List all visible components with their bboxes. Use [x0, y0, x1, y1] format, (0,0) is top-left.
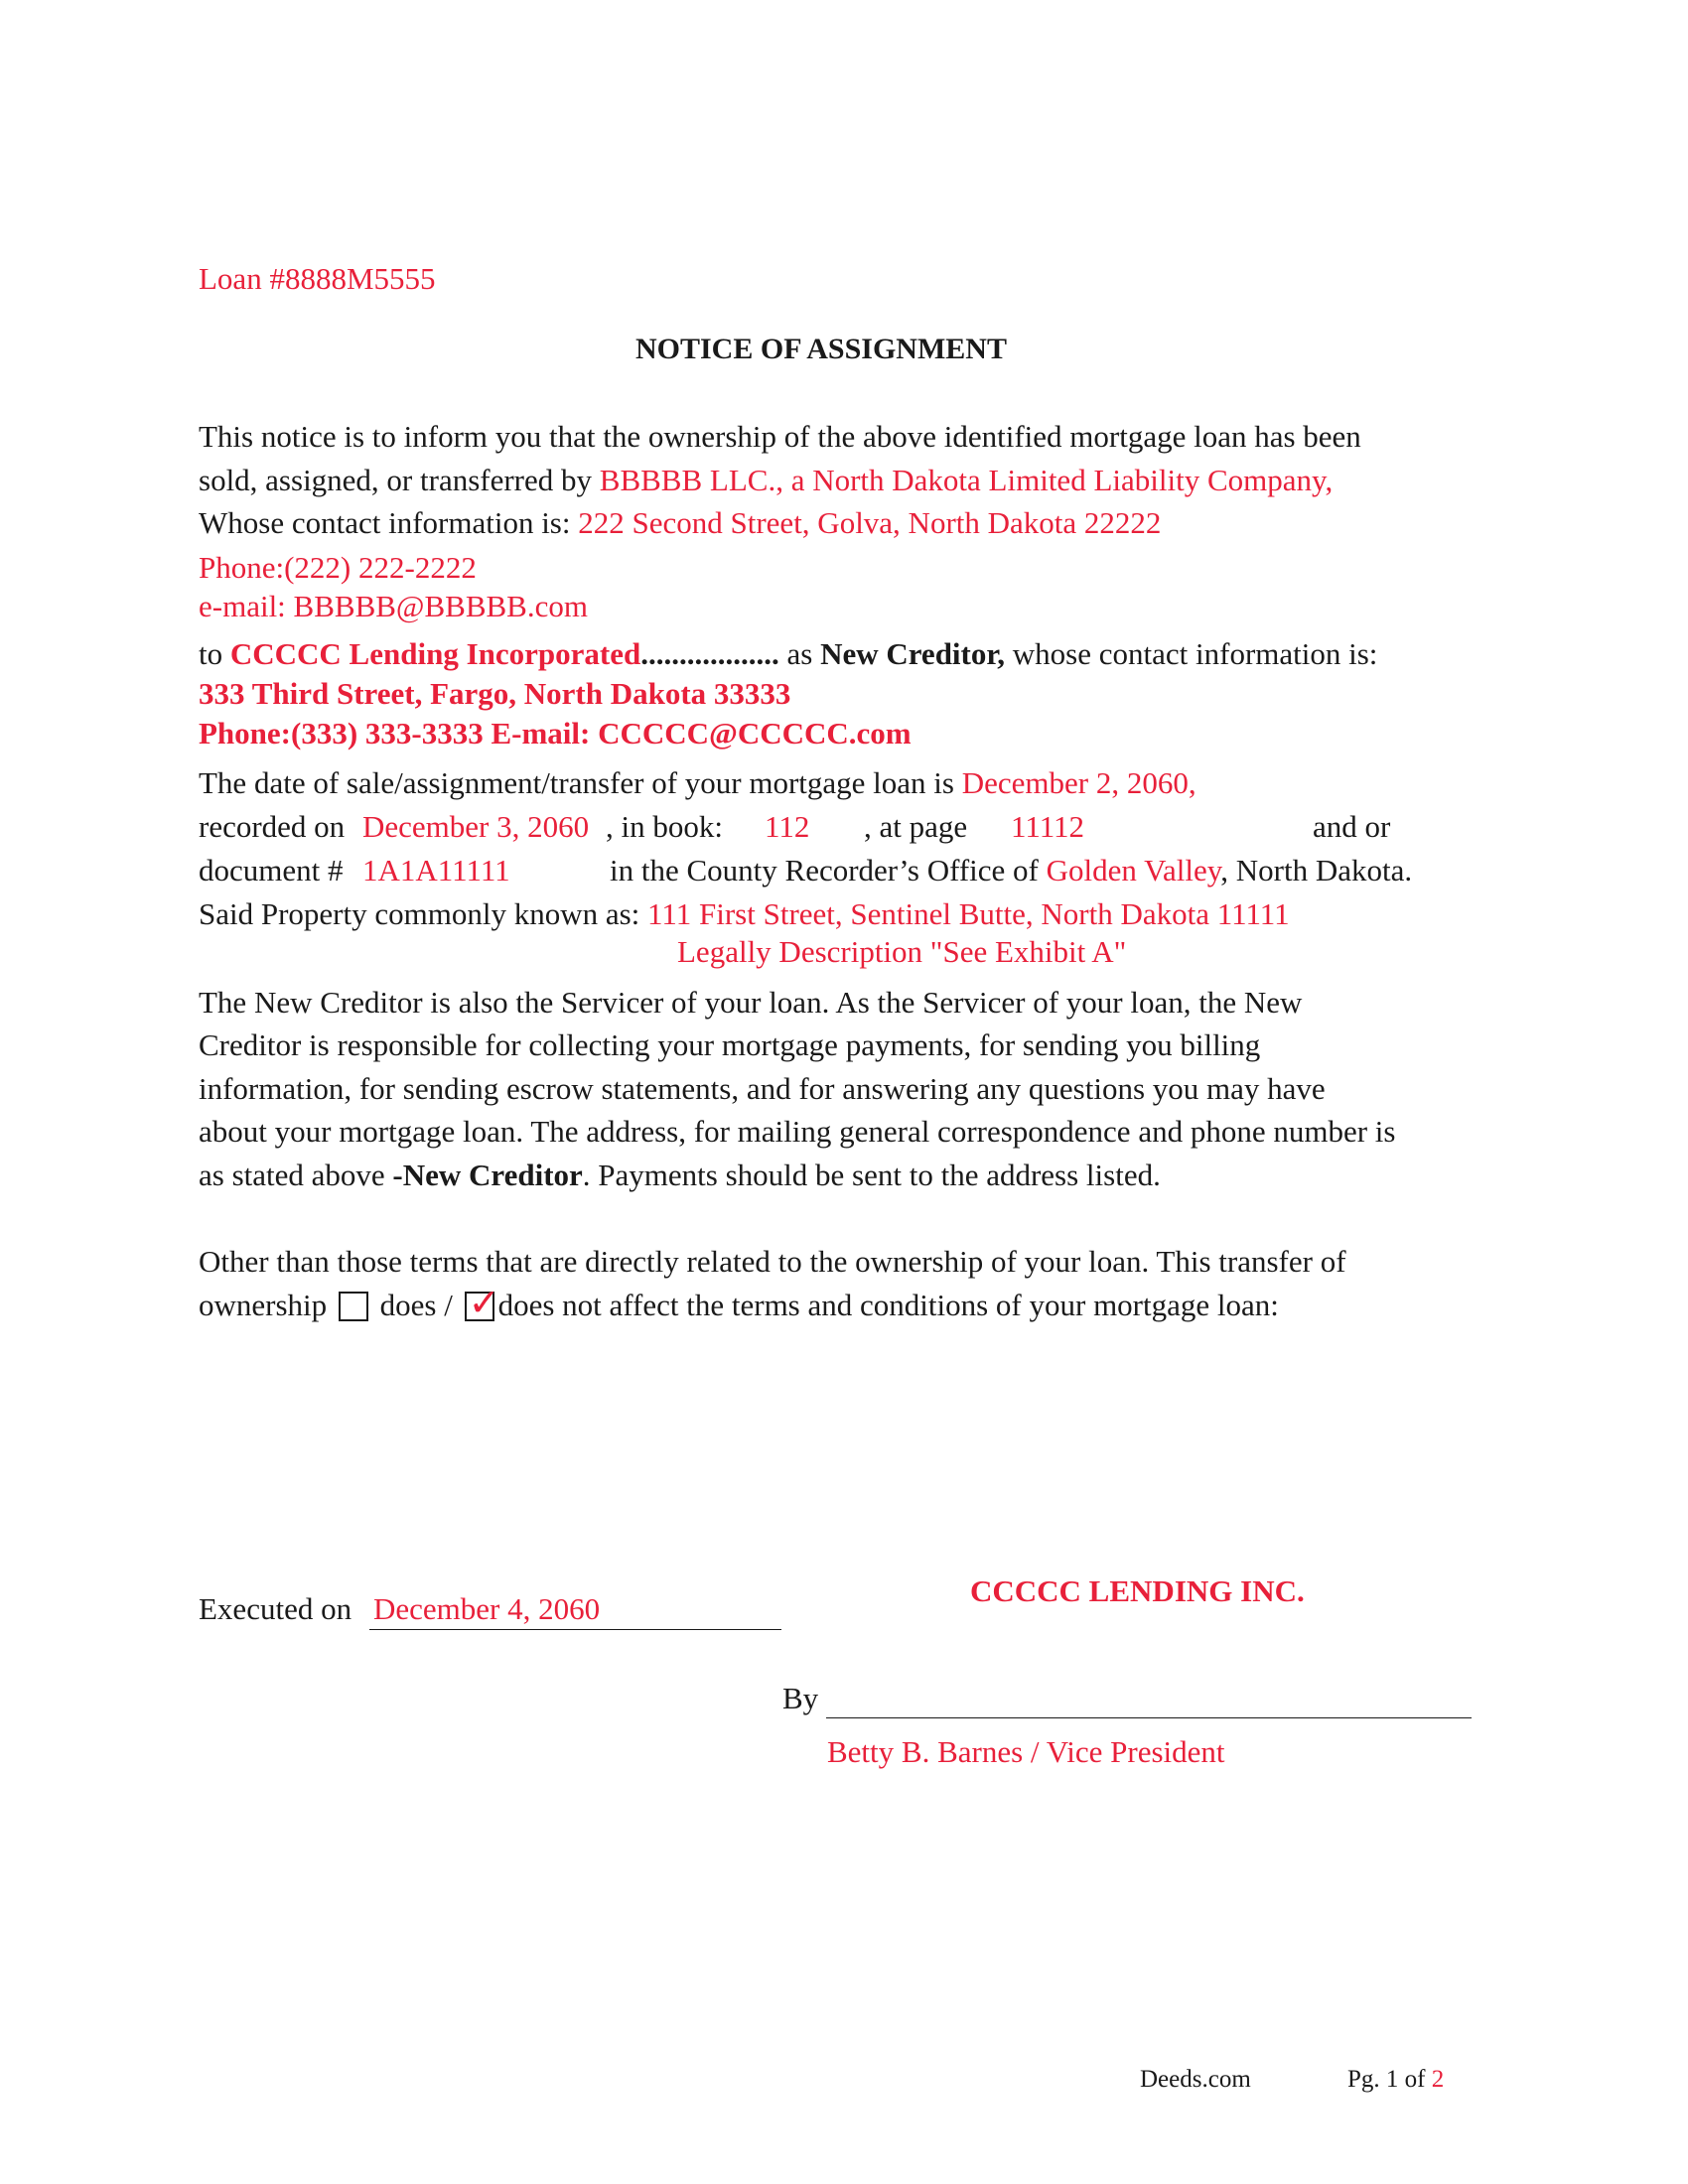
servicer-last-suffix: . Payments should be sent to the address listed. — [582, 1158, 1161, 1192]
new-creditor-phone-email: Phone:(333) 333-3333 E-mail: CCCCC@CCCCC.com — [199, 716, 912, 751]
sale-date-label: The date of sale/assignment/transfer of your mortgage loan is — [199, 765, 954, 800]
ownership-label: ownership — [199, 1288, 328, 1322]
new-creditor-line — [199, 635, 1377, 672]
dots-leader: .................. — [640, 636, 779, 671]
does-not-label: does not affect the terms and conditions of your mortgage loan: — [497, 1288, 1279, 1322]
intro-line-2 — [199, 462, 1333, 498]
other-terms-line: Other than those terms that are directly related to the ownership of your loan. This transfer of — [199, 1244, 1346, 1279]
book-number: 112 — [765, 809, 810, 844]
signer-name: Betty B. Barnes / Vice President — [827, 1734, 1225, 1769]
in-book-label: , in book: — [606, 809, 723, 844]
new-creditor-address: 333 Third Street, Fargo, North Dakota 33333 — [199, 676, 791, 711]
county-line — [610, 852, 1412, 888]
as-label: as — [786, 636, 813, 671]
and-or-label: and or — [1313, 809, 1391, 844]
whose-contact-label: whose contact information is: — [1012, 636, 1378, 671]
footer-site: Deeds.com — [1140, 2066, 1251, 2093]
servicer-last-prefix: as stated above — [199, 1158, 393, 1192]
to-label: to — [199, 636, 223, 671]
assignor-email: e-mail: BBBBB@BBBBB.com — [199, 589, 588, 623]
checkmark-icon: ✓ — [468, 1281, 500, 1324]
company-signature: CCCCC LENDING INC. — [970, 1573, 1305, 1608]
loan-number: Loan #8888M5555 — [199, 261, 436, 296]
intro-line-2-prefix: sold, assigned, or transferred by — [199, 463, 593, 497]
document-label: document # — [199, 853, 344, 887]
by-label: By — [782, 1681, 819, 1715]
servicer-line-2: Creditor is responsible for collecting your mortgage payments, for sending you billing — [199, 1027, 1261, 1062]
footer-page-prefix: Pg. 1 of — [1347, 2066, 1426, 2093]
intro-line-1: This notice is to inform you that the ownership of the above identified mortgage loan has been — [199, 419, 1361, 454]
assignor-phone: Phone:(222) 222-2222 — [199, 550, 477, 585]
sale-date: December 2, 2060, — [961, 765, 1196, 800]
executed-date: December 4, 2060 — [373, 1591, 601, 1626]
county-name: Golden Valley — [1046, 853, 1221, 887]
state-suffix: , North Dakota. — [1220, 853, 1413, 887]
does-not-checkbox[interactable] — [465, 1281, 500, 1324]
new-creditor-name: CCCCC Lending Incorporated — [229, 636, 641, 671]
sale-date-line — [199, 764, 1196, 801]
servicer-line-4: about your mortgage loan. The address, for mailing general correspondence and phone number is — [199, 1114, 1396, 1149]
page-number: 11112 — [1011, 809, 1085, 844]
servicer-line-1: The New Creditor is also the Servicer of your loan. As the Servicer of your loan, the New — [199, 985, 1303, 1020]
property-label: Said Property commonly known as: — [199, 896, 640, 931]
assignor-address: 222 Second Street, Golva, North Dakota 22222 — [578, 505, 1162, 540]
property-address: 111 First Street, Sentinel Butte, North Dakota 11111 — [647, 896, 1290, 931]
document-title: NOTICE OF ASSIGNMENT — [635, 333, 1007, 365]
assignor-contact-line — [199, 504, 1161, 541]
contact-label: Whose contact information is: — [199, 505, 571, 540]
assignor-name: BBBBB LLC., a North Dakota Limited Liability Company, — [599, 463, 1334, 497]
footer-page — [1347, 2065, 1444, 2095]
does-label: does / — [379, 1288, 453, 1322]
property-line — [199, 895, 1290, 932]
does-checkbox[interactable] — [339, 1292, 368, 1321]
servicer-line-5 — [199, 1157, 1161, 1193]
legal-description: Legally Description "See Exhibit A" — [677, 934, 1127, 969]
executed-label: Executed on — [199, 1591, 352, 1626]
signature-line[interactable] — [826, 1717, 1472, 1718]
recorded-date: December 3, 2060 — [362, 809, 590, 844]
ownership-line — [199, 1281, 1279, 1324]
at-page-label: , at page — [864, 809, 968, 844]
document-number: 1A1A11111 — [362, 853, 510, 887]
executed-date-underline — [369, 1629, 781, 1630]
footer-page-total: 2 — [1431, 2066, 1445, 2093]
recorded-label: recorded on — [199, 809, 346, 844]
new-creditor-label: New Creditor, — [820, 636, 1006, 671]
county-office-label: in the County Recorder’s Office of — [610, 853, 1039, 887]
servicer-last-bold: -New Creditor — [392, 1158, 583, 1192]
servicer-line-3: information, for sending escrow statements, and for answering any questions you may have — [199, 1071, 1326, 1106]
